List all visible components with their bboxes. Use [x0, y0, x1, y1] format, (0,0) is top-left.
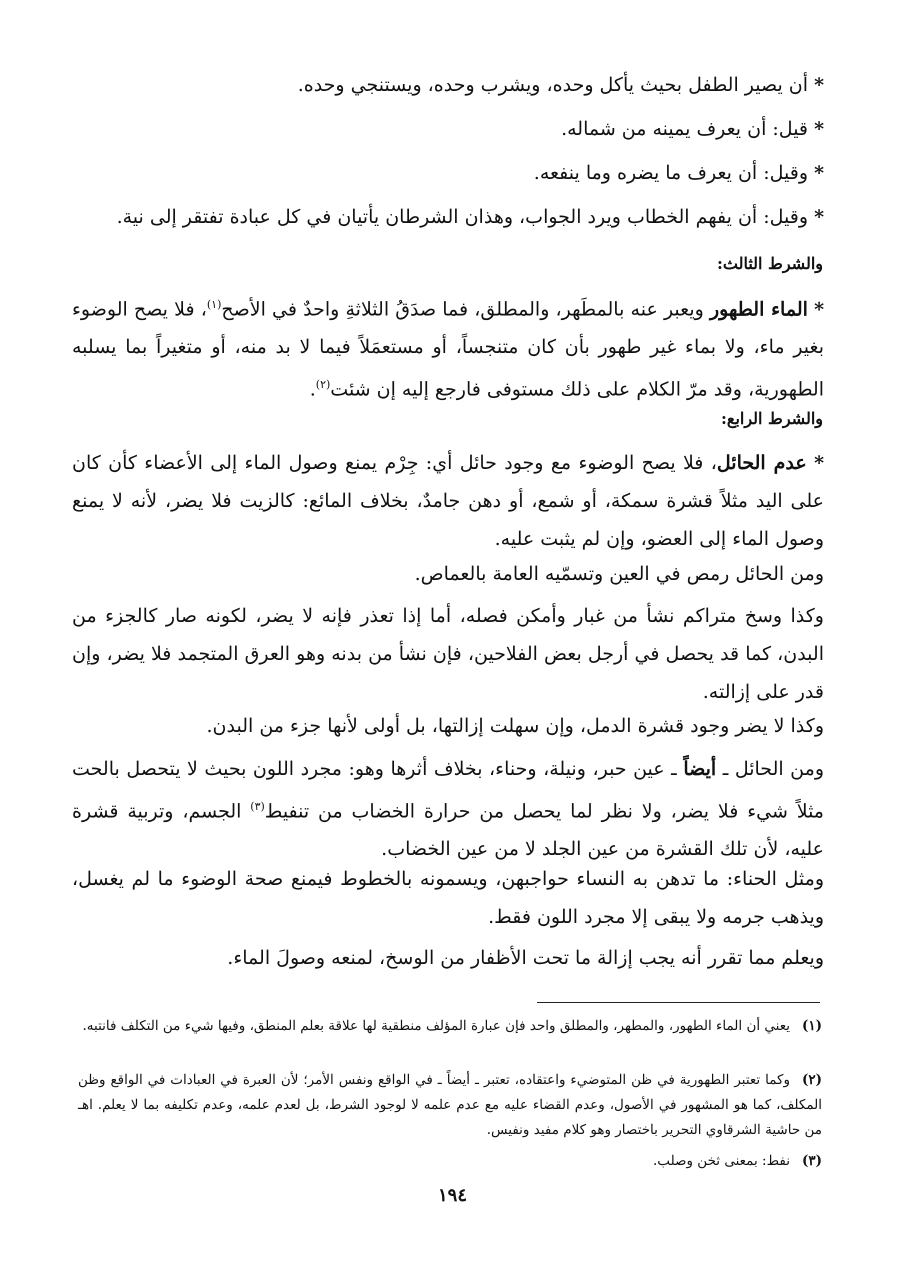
- bullet-star: *: [814, 74, 824, 96]
- bullet-star: *: [814, 298, 824, 321]
- footnote-ref: (١): [206, 298, 222, 311]
- bullet-text: أن يصير الطفل بحيث يأكل وحده، ويشرب وحده، ويستنجي وحده.: [297, 74, 809, 96]
- footnote-ref: (٣): [250, 800, 265, 813]
- bullet-line: [72, 66, 824, 104]
- footnote-3: [78, 1149, 822, 1174]
- paragraph-text: .: [309, 378, 316, 401]
- footnote-text: نفط: بمعنى ثخن وصلب.: [653, 1153, 790, 1169]
- henna-paragraph: [72, 750, 824, 868]
- section-heading-fourth: والشرط الرابع:: [721, 409, 823, 428]
- bullet-line: [72, 154, 824, 192]
- bullet-star: *: [814, 206, 824, 228]
- footnote-text: وكما تعتبر الطهورية في ظن المتوضيء واعتقاده، تعتبر ـ أيضاً ـ في الواقع ونفس الأمر؛ لأن العبرة في العبادات في الواقع وظن المكلف، كما هو المشهور في الأصول، وعدم القضاء عليه مع عدم علمه لا لوجود الشرط، بل لعدم علمه، وعدم تكليفه بما لا يعلم. اهـ من حاشية الشرقاوي التحرير باختصار وهو كلام مفيد ونفيس.: [78, 1072, 822, 1138]
- paragraph-text: ومن الحائل ـ: [722, 758, 824, 780]
- body-paragraph: وكذا وسخ متراكم نشأ من غبار وأمكن فصله، أما إذا تعذر فإنه لا يضر، لكونه صار كالجزء من البدن، كما قد يحصل في أرجل بعض الفلاحين، فإن نشأ من بدنه وهو العرق المتجمد فلا يضر، وإن قدر على إزالته.: [72, 605, 824, 703]
- footnote-number: (٣): [801, 1153, 822, 1169]
- paragraph-text: ويعبر عنه بالمطَهر، والمطلق، فما صدَقُ الثلاثةِ واحدٌ في الأصح: [221, 298, 704, 321]
- footnote-number: (١): [801, 1018, 822, 1034]
- footnote-number: (٢): [801, 1072, 822, 1088]
- bullet-star: *: [814, 162, 824, 184]
- page-number: ١٩٤: [437, 1185, 467, 1206]
- body-paragraph: ومن الحائل رمص في العين وتسمّيه العامة بالعماص.: [414, 563, 824, 585]
- paragraph-text: ، فلا يصح الوضوء بغير ماء، ولا بماء غير طهور بأن كان متنجساً، أو مستعمَلاً فيما لا بد منه، أو متغيراً بما يسلبه الطهورية، وقد مرّ الكلام على ذلك مستوفى فارجع إليه إن شئت: [72, 298, 824, 401]
- footnote-1: [78, 1014, 822, 1039]
- bullet-line: [72, 110, 824, 148]
- footnote-divider: [537, 1002, 820, 1003]
- bold-term: أيضاً: [683, 758, 717, 780]
- bullet-text: وقيل: أن يعرف ما يضره وما ينفعه.: [533, 162, 809, 184]
- paragraph-text: ، فلا يصح الوضوء مع وجود حائل أي: جِرْم يمنع وصول الماء إلى الأعضاء كأن كان على اليد مثلاً قشرة سمكة، أو شمع، أو دهن جامدٌ، بخلاف المائع: كالزيت فلا يضر، لأنه لا يمنع وصول الماء إلى العضو، وإن لم يثبت عليه.: [72, 452, 824, 550]
- paragraph-text: ـ عين حبر، ونيلة، وحناء، بخلاف أثرها وهو: مجرد اللون بحيث لا يتحصل بالحت مثلاً شيء فلا يضر، ولا نظر لما يحصل من حرارة الخضاب من تنفيط: [72, 758, 824, 823]
- body-paragraph: ويعلم مما تقرر أنه يجب إزالة ما تحت الأظفار من الوسخ، لمنعه وصولَ الماء.: [227, 947, 824, 969]
- bold-term: عدم الحائل: [716, 452, 807, 474]
- bullet-line: [72, 198, 824, 236]
- bullet-text: قيل: أن يعرف يمينه من شماله.: [561, 118, 809, 140]
- footnote-2: [78, 1068, 822, 1143]
- body-paragraph: وكذا لا يضر وجود قشرة الدمل، وإن سهلت إزالتها، بل أولى لأنها جزء من البدن.: [206, 715, 824, 737]
- bold-term: الماء الطهور: [709, 298, 808, 321]
- footnote-text: يعني أن الماء الطهور، والمطهر، والمطلق واحد فإن عبارة المؤلف منطقية لها علاقة بعلم المنطق، وفيها شيء من التكلف فانتبه.: [82, 1018, 790, 1034]
- footnote-ref: (٢): [315, 378, 331, 392]
- paragraph-text: الجسم، وتربية قشرة عليه، لأن تلك القشرة من عين الجلد لا من عين الخضاب.: [72, 800, 824, 861]
- body-paragraph: ومثل الحناء: ما تدهن به النساء حواجبهن، ويسمونه بالخطوط فيمنع صحة الوضوء ما لم يغسل، ويذهب جرمه ولا يبقى إلا مجرد اللون فقط.: [72, 868, 824, 928]
- bullet-star: *: [814, 118, 824, 140]
- bullet-text: وقيل: أن يفهم الخطاب ويرد الجواب، وهذان الشرطان يأتيان في كل عبادة تفتقر إلى نية.: [116, 206, 809, 228]
- bullet-star: *: [814, 452, 824, 474]
- section-heading-third: والشرط الثالث:: [716, 254, 823, 273]
- fourth-condition-paragraph: [72, 444, 824, 558]
- third-condition-paragraph: [72, 286, 824, 409]
